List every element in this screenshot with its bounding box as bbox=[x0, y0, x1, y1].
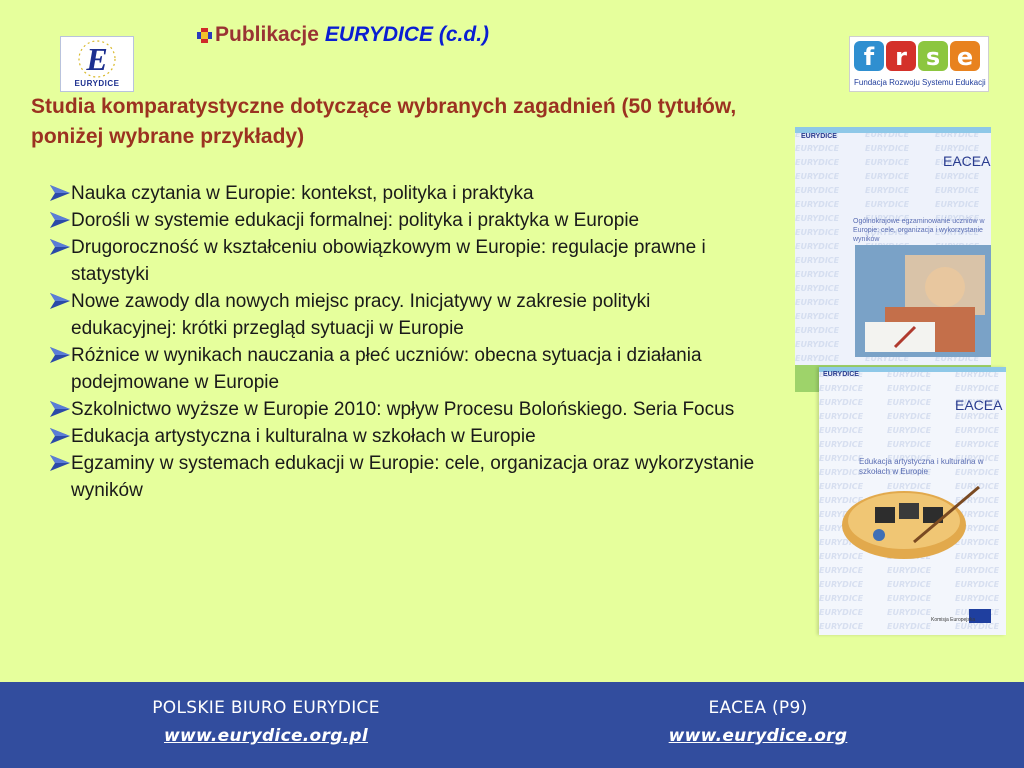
cover1-publisher: EACEA bbox=[943, 153, 991, 169]
footer-left-link[interactable]: www.eurydice.org.pl bbox=[163, 726, 369, 746]
arrow-bullet-icon bbox=[50, 239, 70, 255]
arrow-bullet-icon bbox=[50, 347, 70, 363]
list-item bbox=[50, 396, 760, 423]
arrow-bullet-icon bbox=[50, 185, 70, 201]
section-heading: Studia komparatystyczne dotyczące wybranych zagadnień (50 tytułów, poniżej wybrane przykłady) bbox=[31, 95, 737, 148]
list-item-text: Drugoroczność w kształceniu obowiązkowym w Europie: regulacje prawne i statystyki bbox=[71, 237, 706, 285]
cover2-publisher: EACEA bbox=[955, 397, 1003, 413]
title-text: Publikacje bbox=[215, 23, 319, 46]
frse-logo bbox=[849, 36, 989, 92]
frse-caption: Fundacja Rozwoju Systemu Edukacji bbox=[854, 78, 986, 87]
svg-text:r: r bbox=[895, 43, 907, 71]
cover2-title: Edukacja artystyczna i kulturalna w szkołach w Europie bbox=[859, 457, 984, 476]
arrow-bullet-icon bbox=[50, 428, 70, 444]
footer bbox=[0, 682, 1024, 768]
svg-text:E: E bbox=[86, 41, 108, 77]
list-item bbox=[50, 288, 760, 342]
svg-text:e: e bbox=[956, 43, 974, 71]
list-item bbox=[50, 207, 760, 234]
eurydice-logo bbox=[60, 36, 134, 92]
list-item-text: Szkolnictwo wyższe w Europie 2010: wpływ Procesu Bolońskiego. Seria Focus bbox=[71, 399, 735, 420]
list-item-text: Nauka czytania w Europie: kontekst, polityka i praktyka bbox=[71, 183, 534, 204]
slide-title bbox=[197, 20, 489, 50]
eurydice-emblem-icon bbox=[61, 37, 133, 81]
list-item-text: Nowe zawody dla nowych miejsc pracy. Inicjatywy w zakresie polityki edukacyjnej: krótki przegląd sytuacji w Europie bbox=[71, 291, 651, 339]
frse-letters-icon bbox=[850, 37, 986, 75]
book-cover-2 bbox=[819, 367, 1006, 635]
cover1-title: Ogólnokrajowe egzaminowanie uczniów w Europie: cele, organizacja i wykorzystanie wyników bbox=[853, 218, 985, 243]
list-item-text: Dorośli w systemie edukacji formalnej: polityka i praktyka w Europie bbox=[71, 210, 640, 231]
footer-right bbox=[548, 694, 968, 750]
list-item-text: Egzaminy w systemach edukacji w Europie: cele, organizacja oraz wykorzystanie wyników bbox=[71, 453, 755, 501]
list-item bbox=[50, 342, 760, 396]
list-item bbox=[50, 234, 760, 288]
arrow-bullet-icon bbox=[50, 293, 70, 309]
svg-text:s: s bbox=[925, 43, 941, 71]
cover1-brand: EURYDICE bbox=[801, 133, 837, 140]
cover2-brand: EURYDICE bbox=[823, 371, 859, 378]
list-item bbox=[50, 180, 760, 207]
book-cover-1 bbox=[795, 127, 991, 392]
footer-right-link[interactable]: www.eurydice.org bbox=[668, 726, 848, 746]
footer-right-org: EACEA (P9) bbox=[708, 698, 808, 718]
arrow-bullet-icon bbox=[50, 455, 70, 471]
footer-left bbox=[56, 694, 476, 750]
list-item bbox=[50, 450, 760, 504]
arrow-bullet-icon bbox=[50, 212, 70, 228]
footer-left-org: POLSKIE BIURO EURYDICE bbox=[152, 698, 380, 718]
cover2-imprint: Komisja Europejska bbox=[931, 617, 976, 623]
bullet-icon bbox=[197, 28, 212, 43]
list-item-text: Różnice w wynikach nauczania a płeć uczniów: obecna sytuacja i działania podejmowane w Europie bbox=[71, 345, 702, 393]
title-accent-text: EURYDICE (c.d.) bbox=[324, 23, 490, 46]
eurydice-logo-label: EURYDICE bbox=[74, 79, 120, 88]
arrow-bullet-icon bbox=[50, 401, 70, 417]
list-item-text: Edukacja artystyczna i kulturalna w szkołach w Europie bbox=[71, 426, 536, 447]
list-item bbox=[50, 423, 760, 450]
svg-text:f: f bbox=[863, 43, 875, 71]
publication-list bbox=[50, 180, 760, 504]
